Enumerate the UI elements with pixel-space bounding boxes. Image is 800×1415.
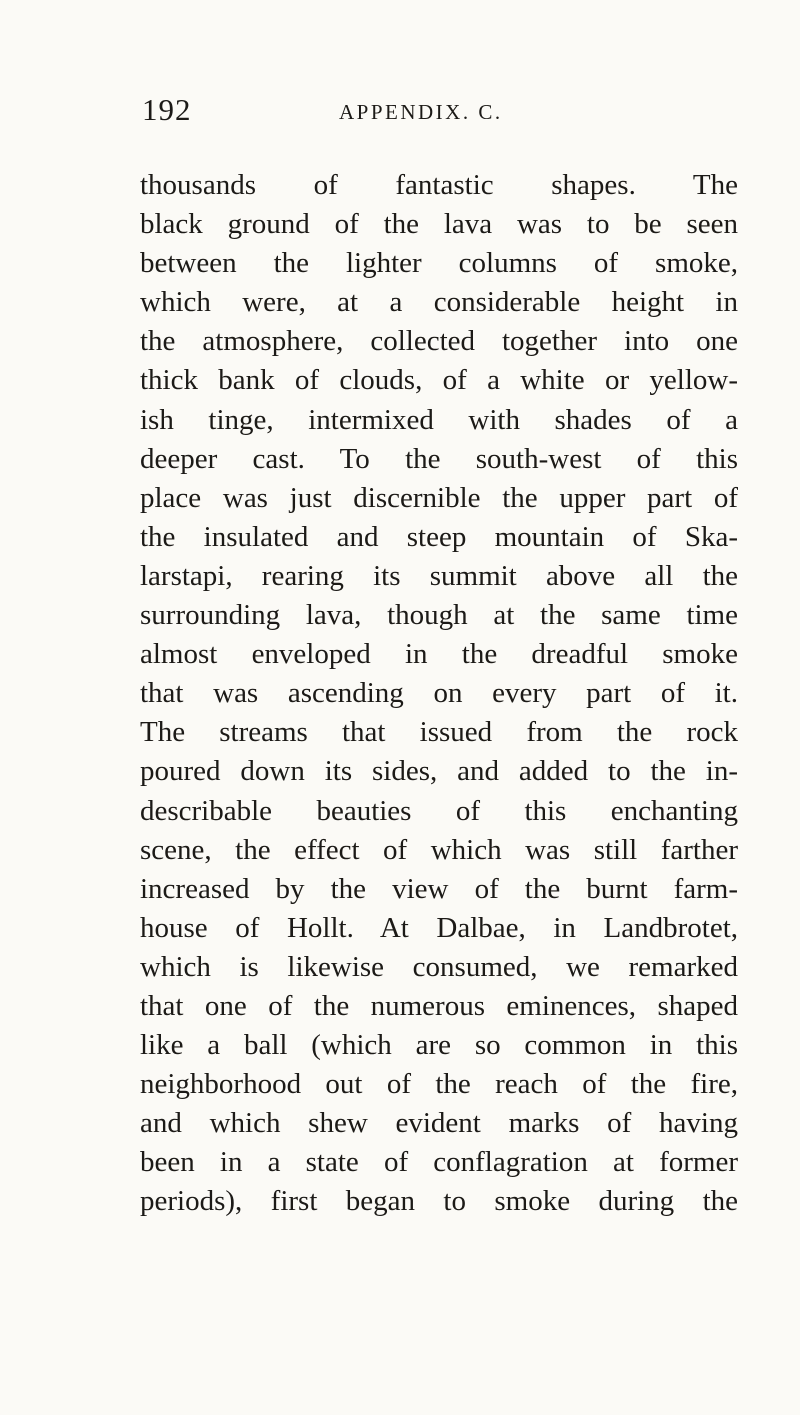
text-line: describable beauties of this enchanting	[140, 794, 738, 827]
text-line: the insulated and steep mountain of Ska-	[140, 520, 738, 553]
page-number: 192	[142, 92, 192, 127]
text-line: between the lighter columns of smoke,	[140, 247, 738, 280]
text-line: black ground of the lava was to be seen	[140, 208, 738, 241]
text-line: been in a state of conflagration at former	[140, 1146, 738, 1179]
running-head	[142, 92, 742, 132]
text-line: and which shew evident marks of having	[140, 1107, 738, 1140]
text-line: poured down its sides, and added to the in-	[140, 755, 738, 788]
text-line: that one of the numerous eminences, shaped	[140, 989, 738, 1022]
text-line: surrounding lava, though at the same time	[140, 599, 738, 632]
running-head-title: APPENDIX. C.	[339, 100, 503, 124]
text-line: the atmosphere, collected together into one	[140, 325, 738, 358]
text-line: scene, the effect of which was still farther	[140, 833, 738, 866]
text-line: place was just discernible the upper part of	[140, 481, 738, 514]
body-text	[140, 166, 738, 1222]
text-line: ish tinge, intermixed with shades of a	[140, 403, 738, 436]
text-line: increased by the view of the burnt farm-	[140, 872, 738, 905]
text-line: neighborhood out of the reach of the fire,	[140, 1068, 738, 1101]
text-line: larstapi, rearing its summit above all the	[140, 559, 738, 592]
text-line: periods), first began to smoke during the	[140, 1185, 738, 1218]
text-line: The streams that issued from the rock	[140, 716, 738, 749]
text-line: which were, at a considerable height in	[140, 286, 738, 319]
text-line: thousands of fantastic shapes. The	[140, 169, 738, 201]
text-line: house of Hollt. At Dalbae, in Landbrotet,	[140, 911, 738, 944]
text-line: like a ball (which are so common in this	[140, 1029, 738, 1062]
text-line: deeper cast. To the south-west of this	[140, 442, 738, 475]
text-line: almost enveloped in the dreadful smoke	[140, 638, 738, 671]
text-line: thick bank of clouds, of a white or yellow-	[140, 364, 738, 397]
text-line: that was ascending on every part of it.	[140, 677, 738, 710]
text-line: which is likewise consumed, we remarked	[140, 950, 738, 983]
